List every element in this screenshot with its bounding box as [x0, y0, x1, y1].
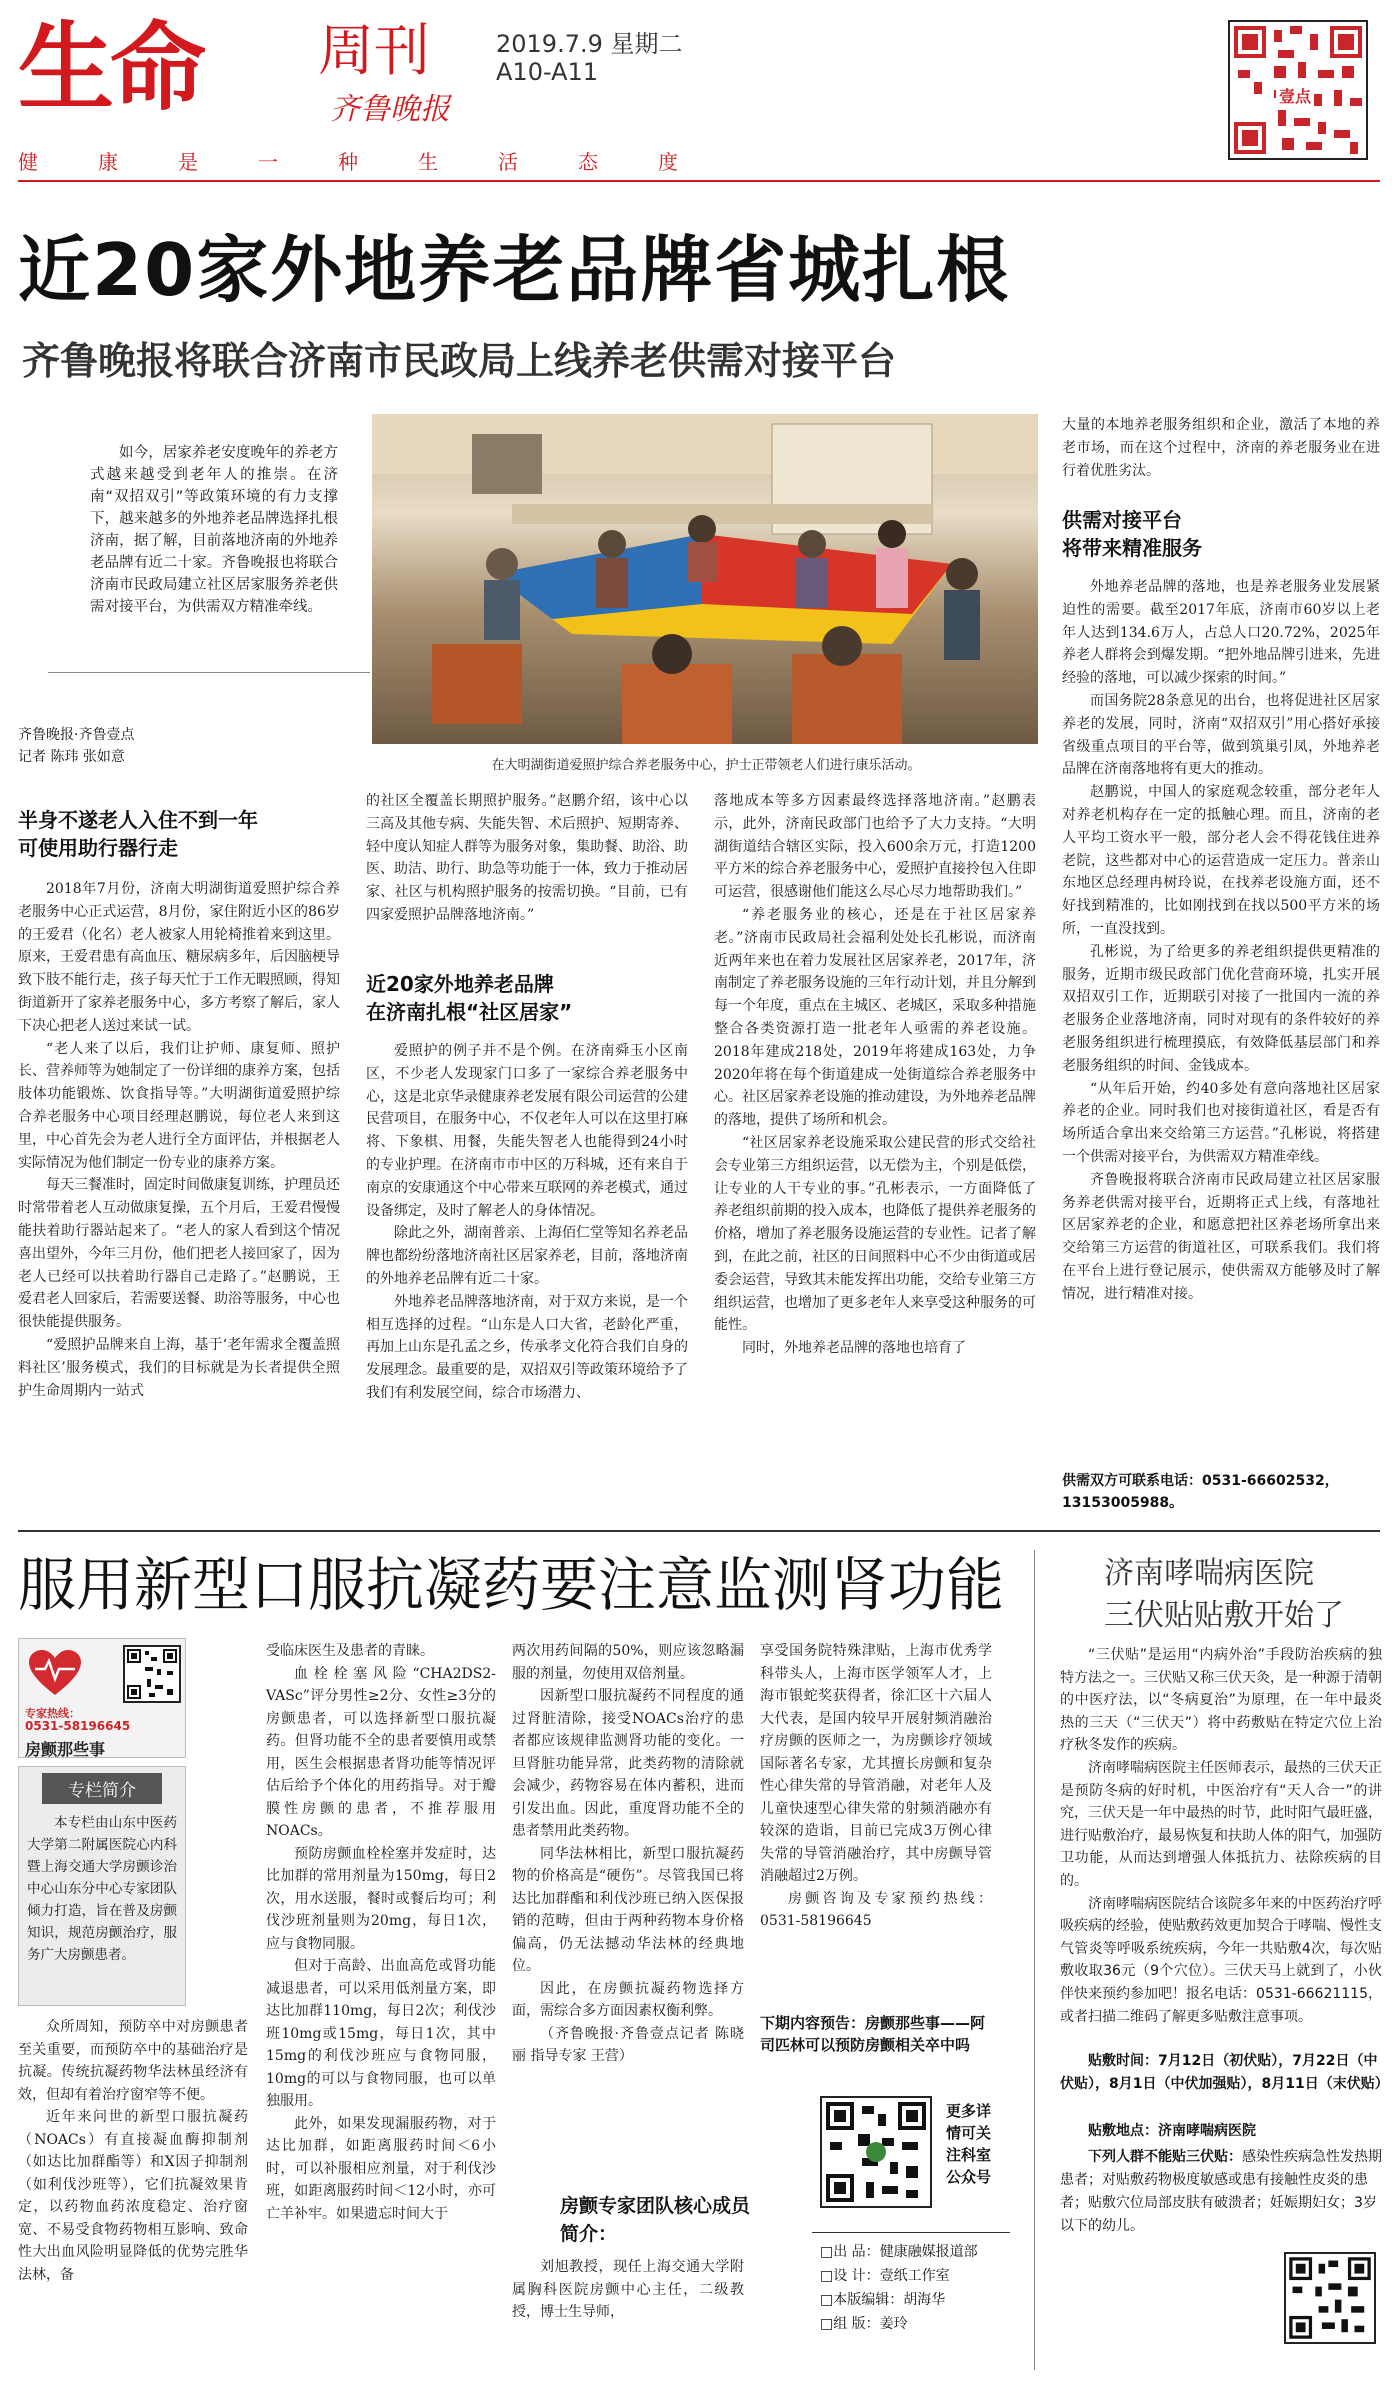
section-title-3: 供需对接平台 将带来精准服务	[1062, 508, 1202, 560]
issue-pages: A10-A11	[496, 58, 599, 86]
expert-qr-code[interactable]	[123, 1645, 181, 1703]
credit-row: □出 品：健康融媒报道部	[820, 2244, 978, 2260]
masthead-rule	[18, 180, 1380, 182]
side-schedule: 贴敷时间：7月12日（初伏贴），7月22日（中伏贴），8月1日（中伏加强贴），8月11日（末伏贴）	[1060, 2053, 1389, 2092]
more-info-note: 更多详情可关注科室公众号	[946, 2102, 992, 2186]
side-column-divider	[1034, 1550, 1035, 2370]
column-badge	[18, 1638, 186, 1758]
side-warning: 下列人群不能贴三伏贴：感染性疾病急性发热期患者；对贴敷药物极度敏感或患有接触性皮炎的患者；贴敷穴位局部皮肤有破溃者；妊娠期妇女；3岁以下的幼儿。	[1060, 2149, 1382, 2234]
side-location: 贴敷地点：济南哮喘病医院	[1088, 2123, 1256, 2139]
byline-outlet: 齐鲁晚报·齐鲁壹点	[18, 727, 135, 743]
story2-column-c: 两次用药间隔的50%，则应该忽略漏服的剂量，勿使用双倍剂量。 因新型口服抗凝药不同程度的通过肾脏清除，接受NOACs治疗的患者都应该规律监测肾功能的变化。一旦肾脏功能异常，此类药物的清除就会减少，药物容易在体内蓄积，进而引发出血。因此，重度肾功能不全的患者禁用此类药物。 同华法林相比，新型口服抗凝药物的价格高是“硬伤”。尽管我国已将达比加群酯和利伐沙班已纳入医保报销的范畴，但由于两种药物本身价格偏高，仍无法撼动华法林的经典地位。 因此，在房颤抗凝药物选择方面，需综合多方面因素权衡利弊。 （齐鲁晚报·齐鲁壹点记者 陈晓丽 指导专家 王营）	[512, 1643, 744, 2064]
lead-column-4: 外地养老品牌的落地，也是养老服务业发展紧迫性的需要。截至2017年底，济南市60岁以上老年人达到134.6万人，占总人口20.72%，2025年养老人群将会到爆发期。“把外地品牌引进来，先进经验的落地，可以减少探索的时间。” 而国务院28条意见的出台，也将促进社区居家养老的发展，同时，济南“双招双引”用心搭好承接省级重点项目的平台等，做到筑巢引凤，外地养老品牌在济南落地将有更大的推动。 赵鹏说，中国人的家庭观念较重，部分老年人对养老机构存在一定的抵触心理。而且，济南的老人平均工资水平一般，部分老人会不得花钱住进养老院，这些都对中心的运营造成一定压力。普亲山东地区总经理冉树玲说，在找养老设施方面，还不好找到精准的，比如刚找到在找以500平方米的场所，一直没找到。 孔彬说，为了给更多的养老组织提供更精准的服务，近期市级民政部门优化营商环境，扎实开展双招双引工作，近期联引对接了一批国内一流的养老服务企业落地济南，同时对现有的条件较好的养老服务组织进行梳理摸底，有效降低基层部门和养老服务组织的时间、金钱成本。 “从年后开始，约40多处有意向落地社区居家养老的企业。同时我们也对接街道社区，看是否有场所适合拿出来交给第三方运营。”孔彬说，将搭建一个供需对接平台，为供需双方精准牵线。 齐鲁晚报将联合济南市民政局建立社区居家服务养老供需对接平台，近期将正式上线，有落地社区居家养老的企业，和愿意把社区养老场所拿出来交给第三方运营的街道社区，可联系我们。我们将在平台上进行登记展示，使供需双方能够及时了解情况，进行精准对接。	[1062, 579, 1380, 1302]
column-intro-text: 本专栏由山东中医药大学第二附属医院心内科暨上海交通大学房颤诊治中心山东分中心专家团队倾力打造，旨在普及房颤知识，规范房颤治疗，服务广大房颤患者。	[27, 1815, 177, 1963]
side-headline-2: 三伏贴贴敷开始了	[1104, 1598, 1344, 1633]
lead-column-2: 的社区全覆盖长期照护服务。”赵鹏介绍，该中心以三高及其他专病、失能失智、术后照护、短期寄养、轻中度认知症人群等为服务对象，集助餐、助浴、助医、助洁、助行、助急等功能于一体，致力于推动居家、社区与机构照护服务的按需切换。“目前，已有四家爱照护品牌落地济南。”	[366, 793, 688, 923]
expert-phone[interactable]: 0531-58196645	[25, 1719, 131, 1733]
expert-phone-label: 专家热线：	[25, 1707, 80, 1720]
credits-divider	[812, 2232, 1010, 2233]
lead-headline: 近20家外地养老品牌省城扎根	[18, 228, 1011, 312]
qr-pattern-icon	[1286, 2254, 1374, 2342]
story2-headline: 服用新型口服抗凝药要注意监测肾功能	[18, 1551, 1005, 1619]
story2-column-d: 享受国务院特殊津贴，上海市优秀学科带头人，上海市医学领军人才，上海市银蛇奖获得者，徐汇区十六届人大代表，是国内较早开展射频消融治疗房颤的医师之一，为房颤诊疗领域国际著名专家，尤其擅长房颤和复杂性心律失常的导管消融，对老年人及儿童快速型心律失常的射频消融亦有较深的造诣，目前已完成3万例心律失常的导管消融治疗，其中房颤导管消融超过2万例。 房颤咨询及专家预约热线：0531-58196645	[760, 1643, 992, 1929]
photo-caption: 在大明湖街道爱照护综合养老服务中心，护士正带领老人们进行康乐活动。	[491, 758, 921, 773]
masthead-slogan: 健 康 是 一 种 生 活 态 度	[18, 150, 678, 174]
credit-row: □本版编辑：胡海华	[820, 2292, 946, 2308]
story2-column-a: 众所周知，预防卒中对房颤患者至关重要，而预防卒中的基础治疗是抗凝。传统抗凝药物华法林虽经济有效，但却有着治疗窗窄等不便。 近年来问世的新型口服抗凝药（NOACs）有直接凝血酶抑制剂（如达比加群酯等）和X因子抑制剂（如利伐沙班等），它们抗凝效果肯定，以药物血药浓度稳定、治疗窗宽、不易受食物药物相互影响、致命性大出血风险明显降低的优势完胜华法林，备	[18, 2019, 248, 2283]
masthead-brand: 齐鲁晚报	[330, 92, 450, 127]
department-qr-code[interactable]	[820, 2096, 932, 2208]
intro-divider	[48, 672, 370, 673]
lead-column-1: 2018年7月份，济南大明湖街道爱照护综合养老服务中心正式运营，8月份，家住附近小区的86岁的王爱君（化名）老人被家人用轮椅推着来到这里。原来，王爱君患有高血压、糖尿病多年，后因脑梗导致下肢不能行走，孩子每天忙于工作无暇照顾，得知街道新开了家养老服务中心，多方考察了解后，家人下决心把老人送过来试一试。 “老人来了以后，我们让护师、康复师、照护长、营养师等为她制定了一份详细的康养方案，包括肢体功能锻炼、饮食指导等。”大明湖街道爱照护综合养老服务中心项目经理赵鹏说，每位老人来到这里，中心首先会为老人进行全方面评估，并根据老人实际情况为他们制定一份专业的康养方案。 每天三餐准时，固定时间做康复训练，护理员还时常带着老人互动做康复操，五个月后，王爱君慢慢能扶着助行器站起来了。“老人的家人看到这个情况喜出望外，今年三月份，他们把老人接回家了，因为老人已经可以扶着助行器自己走路了。”赵鹏说，王爱君老人回家后，若需要送餐、助浴等服务，中心也很快能提供服务。 “爱照护品牌来自上海，基于‘老年需求全覆盖照料社区’服务模式，我们的目标就是为长者提供全照护生命周期内一站式	[18, 881, 340, 1399]
masthead-logo: 生命	[18, 12, 202, 124]
qr-label: 壹点	[1276, 82, 1314, 109]
qr-pattern-icon	[822, 2098, 930, 2206]
column-intro-box	[18, 1766, 186, 2006]
lead-column-3: 落地成本等多方因素最终选择落地济南。”赵鹏表示，此外，济南民政部门也给予了大力支持。“大明湖街道结合辖区实际，投入600余万元，打造1200平方米的综合养老服务中心，爱照护直接拎包入住即可运营，很感谢他们能这么尽心尽力地帮助我们。” “养老服务业的核心，还是在于社区居家养老。”济南市民政局社会福利处处长孔彬说，而济南近两年来也在着力发展社区居家养老，2017年，济南制定了养老服务设施的三年行动计划，并且分解到每一个年度，重点在主城区、老城区，采取多种措施整合各类资源打造一批老年人亟需的养老设施。2018年建成218处，2019年将建成163处，力争2020年将在每个街道建成一处街道综合养老服务中心。社区居家养老设施的推动建设，为外地养老品牌的落地，提供了场所和机会。 “社区居家养老设施采取公建民营的形式交给社会专业第三方组织运营，以无偿为主，个别是低偿，让专业的人干专业的事。”孔彬表示，一方面降低了养老组织前期的投入成本，也降低了提供养老服务的价格，增加了养老服务设施运营的专业性。记者了解到，在此之前，社区的日间照料中心不少由街道或居委会运营，导致其未能发挥出功能，交给专业第三方组织运营，也增加了更多老年人来享受这种服务的可能性。 同时，外地养老品牌的落地也培育了	[714, 793, 1036, 1357]
contact-phone: 供需双方可联系电话：0531-66602532，13153005988。	[1062, 1473, 1339, 1511]
story2-column-b: 受临床医生及患者的青睐。 血栓栓塞风险“CHA2DS2-VASc”评分男性≥2分、女性≥3分的房颤患者，可以选择新型口服抗凝药。但肾功能不全的患者要慎用或禁用，医生会根据患者肾功能等情况评估后给予个体化的用药指导。对于瓣膜性房颤的患者，不推荐服用NOACs。 预防房颤血栓栓塞并发症时，达比加群的常用剂量为150mg，每日2次，用水送服，餐时或餐后均可；利伐沙班剂量则为20mg，每日1次，应与食物同服。 但对于高龄、出血高危或肾功能减退患者，可以采用低剂量方案，即达比加群110mg，每日2次；利伐沙班10mg或15mg，每日1次，其中15mg的利伐沙班应与食物同服，10mg的可以与食物同服，也可以单独服用。 此外，如果发现漏服药物，对于达比加群，如距离服药时间＜6小时，可以补服相应剂量，对于利伐沙班，如距离服药时间＜12小时，亦可亡羊补牢。如果遗忘时间大于	[266, 1643, 496, 2222]
qr-pattern-icon	[125, 1647, 179, 1701]
column-intro-title: 专栏简介	[42, 1773, 162, 1804]
lead-column-4-top: 大量的本地养老服务组织和企业，激活了本地的养老市场，而在这个过程中，济南的养老服务业在进行着优胜劣汰。	[1062, 417, 1380, 479]
lead-column-2b: 爱照护的例子并不是个例。在济南舜玉小区南区，不少老人发现家门口多了一家综合养老服务中心，这是北京华录健康养老发展有限公司运营的公建民营项目，在服务中心，不仅老年人可以在这里打麻将、下象棋、用餐，失能失智老人也能得到24小时的专业护理。在济南市市中区的万科城，还有来自于南京的安康通这个中心带来互联网的养老模式，通过设备绑定，及时了解老人的身体情况。 除此之外，湖南普亲、上海佰仁堂等知名养老品牌也都纷纷落地济南社区居家养老，目前，落地济南的外地养老品牌有近二十家。 外地养老品牌落地济南，对于双方来说，是一个相互选择的过程。“山东是人口大省，老龄化严重，再加上山东是孔孟之乡，传承孝文化符合我们自身的发展理念。最重要的是，双招双引等政策环境给予了我们有利发展空间，综合市场潜力、	[366, 1043, 688, 1401]
column-name: 房颤那些事	[25, 1740, 106, 1759]
expert-team-text: 刘旭教授，现任上海交通大学附属胸科医院房颤中心主任，二级教授，博士生导师，	[512, 2259, 744, 2320]
section-title-1: 半身不遂老人入住不到一年 可使用助行器行走	[18, 808, 258, 860]
credit-row: □设 计：壹纸工作室	[820, 2268, 950, 2284]
lead-photo	[372, 414, 1038, 744]
section-divider	[18, 1530, 1380, 1532]
lead-subhead: 齐鲁晚报将联合济南市民政局上线养老供需对接平台	[22, 339, 897, 383]
heart-icon	[27, 1649, 83, 1699]
byline-reporters: 记者 陈玮 张如意	[18, 749, 125, 765]
side-article: “三伏贴”是运用“内病外治”手段防治疾病的独特方法之一。三伏贴又称三伏天灸，是一种源于清朝的中医疗法，以“冬病夏治”为原理，在一年中最炎热的三天（“三伏天”）将中药敷贴在特定穴位上治疗秋冬发作的疾病。 济南哮喘病医院主任医师表示，最热的三伏天正是预防冬病的好时机，中医治疗有“天人合一”的讲究，三伏天是一年中最热的时节，此时阳气最旺盛，进行贴敷治疗，最易恢复和扶助人体的阳气，加强防卫功能，从而达到增强人体抵抗力、祛除疾病的目的。 济南哮喘病医院结合该院多年来的中医药治疗呼吸疾病的经验，使贴敷药效更加契合于哮喘、慢性支气管炎等呼吸系统疾病，今年一共贴敷4次，每次贴敷收取36元（9个穴位）。三伏天马上就到了，小伙伴快来预约参加吧！报名电话：0531-66621115，或者扫描二维码了解更多贴敷注意事项。	[1060, 1647, 1382, 2025]
side-headline-1: 济南哮喘病医院	[1104, 1556, 1314, 1591]
masthead-weekly: 周刊	[318, 19, 430, 84]
hospital-qr-code[interactable]	[1284, 2252, 1376, 2344]
section-title-2: 近20家外地养老品牌 在济南扎根“社区居家”	[366, 972, 573, 1024]
expert-team-title: 房颤专家团队核心成员简介：	[560, 2195, 751, 2245]
issue-date: 2019.7.9 星期二	[496, 30, 683, 58]
lead-intro: 如今，居家养老安度晚年的养老方式越来越受到老年人的推崇。在济南“双招双引”等政策环境的有力支撑下，越来越多的外地养老品牌选择扎根济南，据了解，目前落地济南的外地养老品牌有近二十家。齐鲁晚报也将联合济南市民政局建立社区居家服务养老供需对接平台，为供需双方精准牵线。	[90, 445, 338, 615]
page-credits	[820, 2240, 1020, 2336]
next-issue-preview: 下期内容预告：房颤那些事——阿司匹林可以预防房颤相关卒中吗	[760, 2014, 986, 2054]
credit-row: □组 版：姜玲	[820, 2316, 908, 2332]
